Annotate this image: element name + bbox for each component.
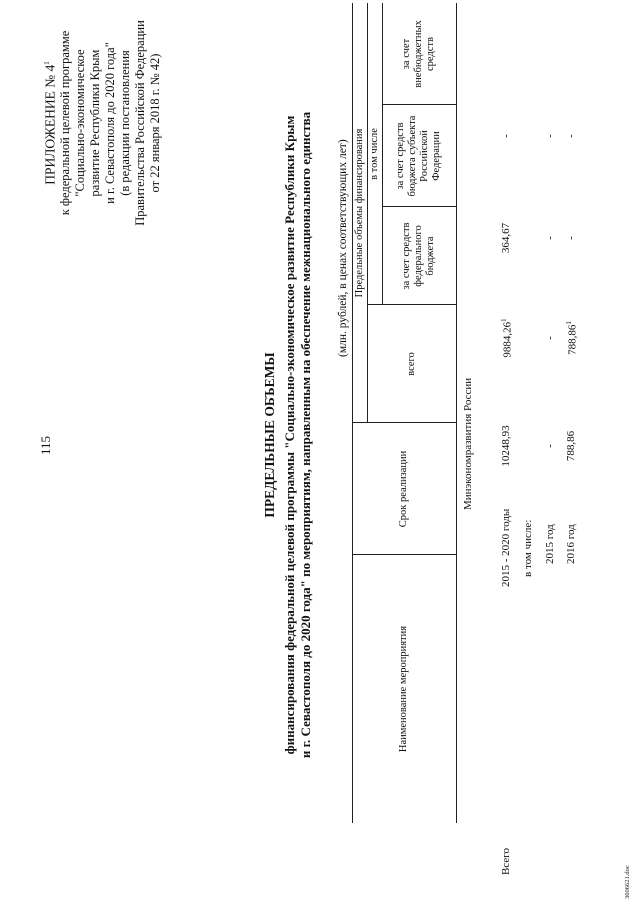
appendix-block xyxy=(40,3,163,243)
header-rule-bottom xyxy=(456,3,457,823)
row-federal: - xyxy=(544,336,556,340)
appendix-line: "Социально-экономическое xyxy=(72,49,87,197)
row-period: 2016 год xyxy=(565,524,577,564)
row-federal-footnote: 1 xyxy=(500,318,508,322)
header-period: Срок реализации xyxy=(398,450,409,528)
header-including: в том числе xyxy=(368,128,380,180)
row-period: 2015 год xyxy=(544,524,556,564)
appendix-line: от 22 января 2018 г. № 42) xyxy=(147,53,162,193)
document-reference: 3606621.doc xyxy=(624,865,631,899)
row-period: в том числе: xyxy=(522,519,534,577)
row-name: Всего xyxy=(500,848,512,875)
document-title xyxy=(262,25,314,845)
appendix-title-superscript: 1 xyxy=(43,61,51,65)
header-divider-regional xyxy=(382,104,456,105)
header-regional: за счет средств бюджета субъекта Российской Федерации xyxy=(395,115,442,197)
row-total: 10248,93 xyxy=(500,425,512,467)
row-period: 2015 - 2020 годы xyxy=(500,508,512,587)
appendix-line: и г. Севастополя до 2020 года" xyxy=(102,42,117,204)
row-regional: - xyxy=(565,236,577,240)
header-limits: Предельные объемы финансирования xyxy=(353,128,365,298)
units-note: (млн. рублей, в ценах соответствующих лет) xyxy=(337,139,349,357)
appendix-line: Правительства Российской Федерации xyxy=(132,20,147,226)
row-total: - xyxy=(544,444,556,448)
page-number: 115 xyxy=(38,435,53,455)
title-line-1: финансирования федеральной целевой программы "Социально-экономическое развитие Республики Крым xyxy=(282,115,297,755)
row-regional: - xyxy=(544,236,556,240)
appendix-line: развитие Республики Крым xyxy=(87,49,102,197)
title-heading: ПРЕДЕЛЬНЫЕ ОБЪЕМЫ xyxy=(262,352,277,518)
header-total: всего xyxy=(405,352,417,376)
header-federal: за счет средств федерального бюджета xyxy=(401,222,436,290)
header-divider-federal xyxy=(382,206,456,207)
row-extra: - xyxy=(565,134,577,138)
row-extra: - xyxy=(544,134,556,138)
appendix-line: (в редакции постановления xyxy=(117,50,132,196)
table-header xyxy=(352,3,457,823)
header-extrabudget: за счет внебюджетных средств xyxy=(401,20,436,88)
row-total: 788,86 xyxy=(565,430,577,462)
appendix-line: к федеральной целевой программе xyxy=(57,30,72,216)
header-name: Наименование мероприятия xyxy=(398,625,409,753)
section-label: Минэкономразвития России xyxy=(462,377,474,510)
appendix-title: ПРИЛОЖЕНИЕ № $4^1$ xyxy=(42,61,58,185)
title-line-2: и г. Севастополя до 2020 года" по мероприятиям, направленным на обеспечение межнационального единства xyxy=(298,111,313,759)
row-extra: - xyxy=(500,134,512,138)
row-regional: 364,67 xyxy=(500,222,512,254)
row-federal-footnote: 1 xyxy=(565,321,573,325)
row-federal: 788,86$^1$ xyxy=(565,321,579,355)
row-federal: 9884,26$^1$ xyxy=(500,318,514,358)
